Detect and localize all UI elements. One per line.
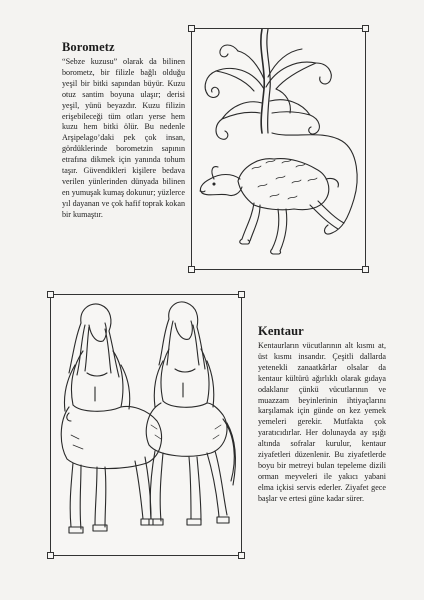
kentaur-illustration	[50, 294, 242, 556]
borometz-lamb-drawing	[192, 29, 367, 271]
frame-corner	[238, 291, 245, 298]
borometz-illustration	[191, 28, 366, 270]
frame-corner	[188, 25, 195, 32]
kentaur-description: Kentaurların vücutlarının alt kısmı at, üst kısmı insandır. Çeşitli dallarda yetenekli zanaatkârlar olsalar da kentaur kültürü ağırlıklı olarak gıdaya odaklanır çünkü vücutlarının ve muazzam beyinlerinin ihtiyaçlarını karşılamak için günde on kez yemek yemeleri gerekir. Mutfakta çok yaratıcıdırlar. Her dolunayda ay ışığı altında sofralar kurulur, kentaur ziyafetleri düzenlenir. Bu ziyafetlerde boyu bir metreyi bulan tepeleme dizili orman meyveleri ile yakıcı yabani elma içkisi servis ederler. Ziyafet gece başlar ve ertesi güne kadar sürer.	[258, 341, 386, 503]
frame-corner	[362, 25, 369, 32]
frame-corner	[47, 291, 54, 298]
frame-corner	[47, 552, 54, 559]
borometz-description: “Sebze kuzusu” olarak da bilinen borometz, bir filizle bağlı olduğu yeşil bir bitki sapından büyür. Kuzu otuz santim boyuna ulaşır; derisi yeşil, yünü beyazdır. Kuzu filizin erişebileceği tüm otları yerse hem kuzu hem bitki ölür. Bu nedenle Arşipelago’daki pek çok insan, gördüklerinde borometzin sapının etrafına dikmek için yanında tohum taşır. Güvendikleri kişilere bedava verilen yünlerinden dünyada bilinen en yumuşak kumaş dokunur; yüzlerce yıl dayanan ve çok hafif toprak kokan bir kumaştır.	[62, 57, 185, 219]
frame-corner	[188, 266, 195, 273]
kentaur-heading: Kentaur	[258, 324, 304, 338]
frame-corner	[238, 552, 245, 559]
frame-corner	[362, 266, 369, 273]
borometz-heading: Borometz	[62, 40, 115, 54]
kentaur-drawing	[51, 295, 243, 557]
